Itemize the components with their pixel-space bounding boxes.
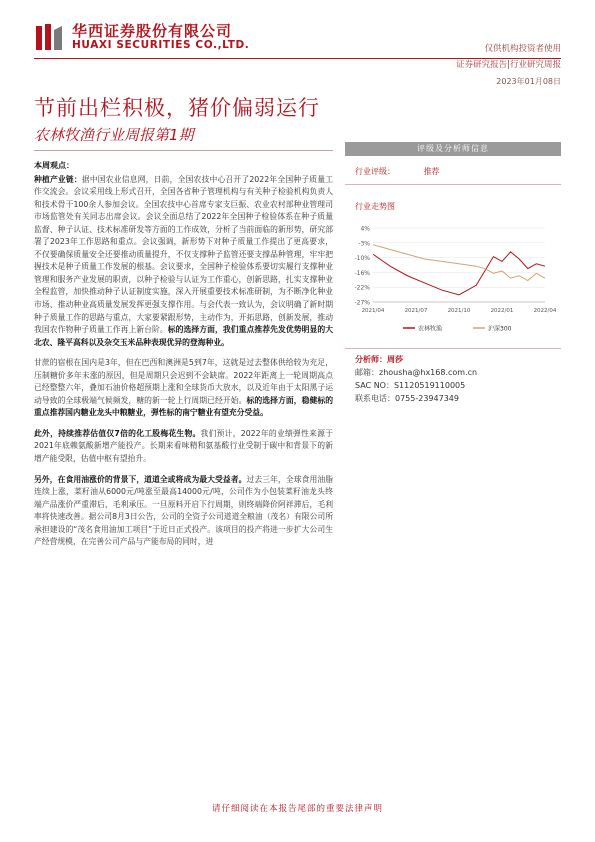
report-body	[34, 160, 333, 557]
y-tick-label: -22%	[354, 284, 370, 292]
report-subtitle: 农林牧渔行业周报第1期	[34, 126, 194, 144]
paragraph-meihua	[34, 428, 333, 466]
y-tick-label: -27%	[354, 299, 370, 307]
y-tick-label: 4%	[360, 225, 370, 233]
trend-label: 行业走势图	[355, 202, 395, 211]
x-tick-label: 2022/04	[533, 308, 557, 314]
paragraph-text: 过去三年，全球食用油脂连续上涨，菜籽油从6000元/吨涨至最高14000元/吨，公司作为小包装菜籽油龙头终端产品涨价严重滞后，毛利承压。一旦原料开启下行周期，则终端降价阿祥滞后，毛利率将快速改善。据公司8月3日公告，公司的全资子公司道道全粮油（茂名）有限公司所承担建设的“茂名食用油加工项目”于近日正式投产。该项目的投产将进一步扩大公司生产经营规模，在完善公司产品与产能布局的同时，进	[34, 474, 333, 547]
paragraph-text: 甘蔗的宿根在国内是3年，但在巴西和澳洲是5到7年，这就是过去整体供给较为充足，压制糖价多年未涨的原因，但是周期只会迟到不会缺席。2022年距离上一轮周期高点已经整整六年，叠加石油价格超预期上涨和全球货币大放水，以及近年由于太阳黑子运动导致的全球极端气候频发，糖的新一轮上行周期已经开始。	[34, 358, 333, 405]
x-tick-label: 2021/10	[447, 308, 471, 314]
phone-label: 联系电话：	[355, 394, 395, 403]
company-name-cn: 华西证券股份有限公司	[72, 22, 233, 40]
email-label: 邮箱：	[355, 368, 379, 377]
series-line-0	[373, 252, 545, 295]
title-divider	[34, 150, 333, 151]
sac-row	[355, 380, 465, 391]
phone-row	[355, 393, 459, 404]
email-row	[355, 367, 477, 378]
report-category: 证券研究报告|行业研究周报	[456, 60, 561, 70]
paragraph-highlight: 标的选择方面，我们重点推荐先发优势明显的大北农、隆平高科以及杂交玉米品种表现优异的登海种业。	[34, 325, 333, 347]
email-link[interactable]: zhousha@hx168.com.cn	[379, 368, 478, 377]
analyst-name: 周莎	[387, 355, 403, 364]
sidebar-header: 评级及分析师信息	[345, 142, 561, 156]
paragraph-highlight: 此外，持续推荐估值仅7倍的化工股梅花生物。	[34, 428, 201, 438]
x-tick-label: 2022/01	[490, 308, 514, 314]
trend-chart	[345, 218, 561, 346]
paragraph-text: 我们预计，2022年的业绩弹性来源于2021年底赖氨酸新增产能投产。长期来看味精和氨基酸行业受制于碳中和背景下的新增产能受限，估值中枢有望抬升。	[34, 428, 333, 464]
report-title: 节前出栏积极，猪价偏弱运行	[34, 96, 320, 120]
legend-label: 农林牧渔	[418, 325, 443, 333]
company-name-en: HUAXI SECURITIES CO.,LTD.	[72, 39, 250, 51]
huaxi-logo-icon	[34, 22, 64, 52]
section-label: 本周观点：	[34, 161, 74, 170]
y-tick-label: -16%	[354, 269, 370, 277]
sidebar-divider	[345, 184, 561, 185]
series-line-1	[373, 245, 545, 281]
sidebar-divider	[345, 348, 561, 349]
x-tick-label: 2021/07	[404, 308, 428, 314]
paragraph-head: 种植产业链：	[34, 174, 82, 184]
y-tick-label: -10%	[354, 255, 370, 263]
x-tick-label: 2021/04	[361, 308, 385, 314]
analyst-label: 分析师：	[355, 355, 387, 364]
phone-value: 0755-23947349	[395, 394, 459, 403]
sac-label: SAC NO：	[355, 381, 394, 390]
legal-footer: 请仔细阅读在本报告尾部的重要法律声明	[211, 804, 383, 814]
rating-label: 行业评级：	[355, 167, 395, 176]
sac-value: S1120519110005	[393, 381, 466, 390]
paragraph-text: 据中国农业信息网，日前，全国农技中心召开了2022年全国种子质量工作交流会。会议采用线上形式召开，全国各省种子管理机构与有关种子检验机构负责人和技术骨干100余人参加会议。全国农技中心首席专家支巨振、农业农村部种业管理司市场监管处有关同志出席会议。会议全面总结了2022年全国种子检验体系在种子质量监督、种子认证、技术标准研发等方面的工作成效，分析了当前面临的新形势，研究部署了2023年工作思路和重点。会议强调，新形势下对种子质量工作提出了更高要求，不仅要确保质量安全还要推动质量提升，不仅支撑种子监管还要支撑品种管理，牢牢把握技术是种子质量工作发展的根基。会议要求，全国种子检验体系要切实履行支撑种业管理和服务产业发展的职责，以种子检验与认证为工作重心，创新思路，扎实支撑种业全程监管，加快推动种子认证制度实施，深入开展重要技术标准研制，为不断净化种业市场、推动种业高质量发展发挥更强支撑作用。与会代表一致认为，会议明确了新时期种子质量工作的思路与重点，大家要紧跟形势，主动作为，开拓思路，创新发展，推动我国农作物种子质量工作再上新台阶。	[34, 174, 333, 335]
y-tick-label: -3%	[358, 240, 370, 248]
analyst-row	[355, 354, 403, 365]
paragraph-oil	[34, 474, 333, 549]
paragraph-highlight: 另外，在食用油涨价的背景下，道道全或将成为最大受益者。	[34, 474, 247, 484]
paragraph-highlight: 标的选择方面，稳健标的重点推荐国内糖业龙头中粮糖业，弹性标的南宁糖业有望充分受益。	[34, 395, 333, 418]
audience-note: 仅供机构投资者使用	[484, 44, 561, 54]
legend-label: 沪深300	[488, 325, 512, 333]
paragraph-sugar	[34, 357, 333, 420]
paragraph-planting	[34, 174, 333, 350]
report-date: 2023年01月08日	[496, 77, 561, 86]
rating-row	[355, 166, 440, 177]
rating-value: 推荐	[423, 167, 440, 176]
